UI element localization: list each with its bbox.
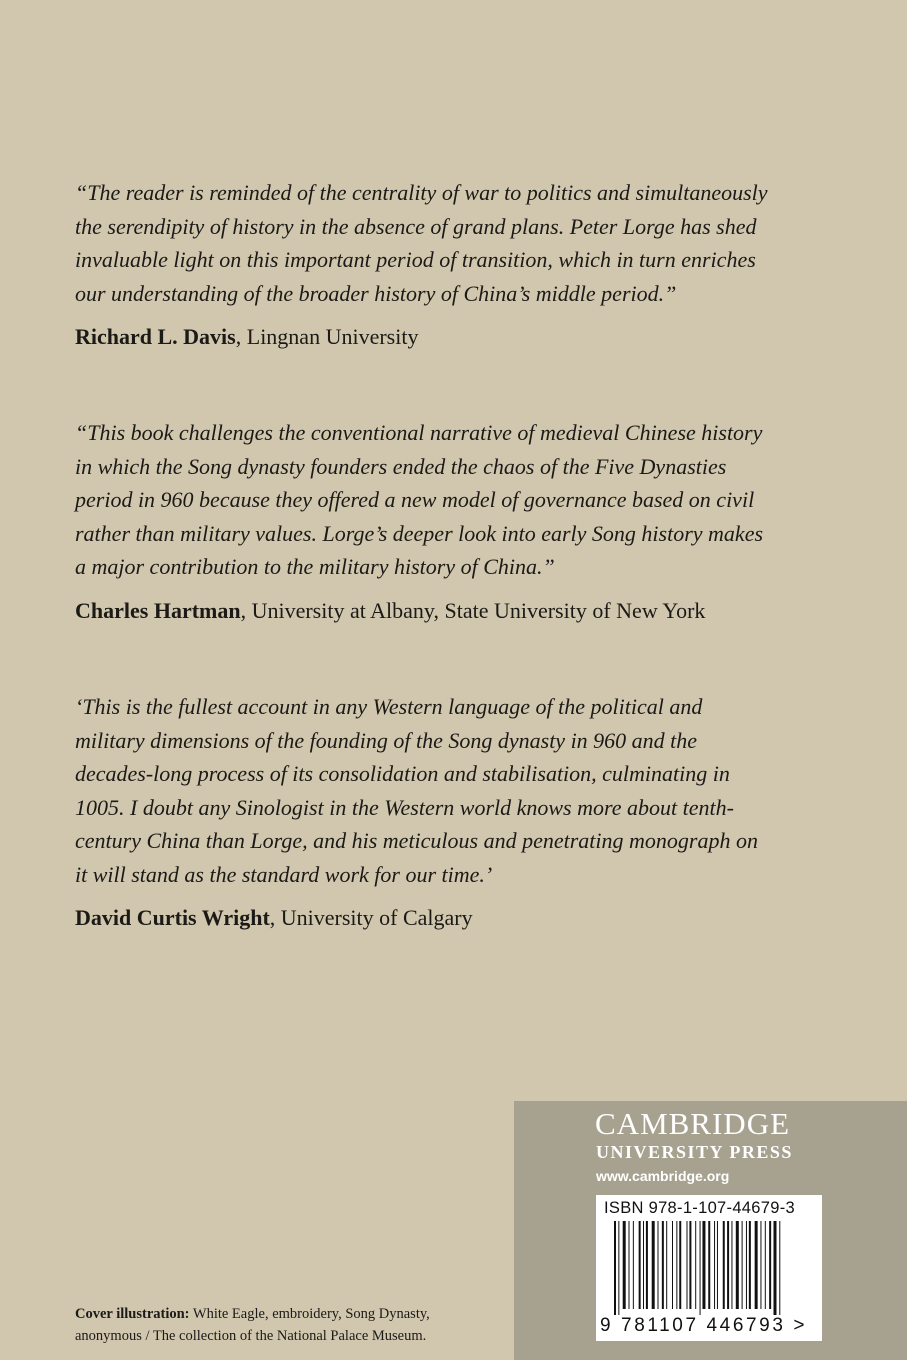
review-hartman	[75, 416, 775, 626]
review-affiliation: , Lingnan University	[235, 324, 419, 349]
barcode-bar	[643, 1221, 644, 1309]
barcode-bar	[717, 1221, 718, 1309]
review-davis	[75, 176, 775, 352]
barcode-bar	[702, 1221, 705, 1309]
barcode-bar	[658, 1221, 659, 1309]
isbn-label: ISBN 978-1-107-44679-3	[604, 1199, 795, 1217]
barcode-bar	[687, 1221, 688, 1309]
barcode-bar	[679, 1221, 681, 1309]
barcode-bar	[708, 1221, 710, 1309]
barcode-bar	[760, 1221, 761, 1309]
review-quote: ‘This is the fullest account in any Western language of the political and military dimensions of the founding of the Song dynasty in 960 and the decades-long process of its consolidation and stabilisation, culminating in 1005. I doubt any Sinologist in the Western world knows more about tenth-century China than Lorge, and his meticulous and penetrating monograph on it will stand as the standard work for our time.’	[75, 694, 758, 887]
publisher-url: www.cambridge.org	[596, 1168, 730, 1184]
barcode-bar	[779, 1221, 780, 1315]
barcode-bar	[652, 1221, 655, 1309]
review-author: Richard L. Davis	[75, 324, 236, 349]
barcode-bar	[662, 1221, 664, 1309]
barcode-bar	[723, 1221, 725, 1309]
review-affiliation: , University at Albany, State University of New York	[240, 597, 706, 623]
barcode-bar	[746, 1221, 747, 1309]
barcode-bar	[765, 1221, 766, 1309]
barcode-bar	[774, 1221, 777, 1315]
barcode-bar	[639, 1221, 641, 1309]
barcode-bar	[749, 1221, 751, 1309]
barcode-bar	[629, 1221, 630, 1309]
review-attribution	[75, 903, 775, 933]
barcode-bar	[633, 1221, 634, 1309]
barcode-bar	[672, 1221, 673, 1309]
review-quote: “This book challenges the conventional narrative of medieval Chinese history in which the Song dynasty founders ended the chaos of the Five Dynasties period in 960 because they offered a new model of governance based on civil rather than military values. Lorge’s deeper look into early Song history makes a major contribution to the military history of China.”	[75, 420, 764, 579]
barcode-bar	[769, 1221, 771, 1309]
publisher-subtitle: UNIVERSITY PRESS	[596, 1142, 793, 1162]
barcode-bar	[646, 1221, 648, 1309]
barcode-bar	[695, 1221, 696, 1309]
barcode-bar	[666, 1221, 667, 1309]
barcode-bar	[727, 1221, 729, 1309]
barcode-bar	[700, 1221, 701, 1315]
credit-text: White Eagle, embroidery, Song Dynasty, anonymous / The collection of the National Palace Museum.	[75, 1306, 430, 1344]
barcode-bar	[618, 1221, 619, 1315]
barcode-bar	[731, 1221, 732, 1309]
barcode-bar	[614, 1221, 616, 1315]
barcode-bar	[689, 1221, 691, 1309]
barcode-bar	[714, 1221, 715, 1309]
barcode-bar	[623, 1221, 626, 1309]
review-author: David Curtis Wright	[75, 905, 270, 930]
barcode-bar	[736, 1221, 739, 1309]
review-attribution	[75, 322, 775, 352]
barcode-box	[596, 1195, 822, 1341]
credit-label: Cover illustration:	[75, 1306, 190, 1322]
cover-illustration-credit	[75, 1303, 495, 1347]
barcode-bar	[676, 1221, 677, 1309]
publisher-panel	[514, 1101, 907, 1360]
review-quote: “The reader is reminded of the centrality of war to politics and simultaneously the serendipity of history in the absence of grand plans. Peter Lorge has shed invaluable light on this important period of transition, which in turn enriches our understanding of the broader history of China’s middle period.”	[75, 180, 768, 306]
barcode-bar	[742, 1221, 743, 1309]
review-wright	[75, 690, 775, 933]
barcode-digits: 9 781107 446793 >	[600, 1315, 808, 1336]
review-attribution	[75, 596, 775, 626]
barcode-bar	[755, 1221, 758, 1309]
review-affiliation: , University of Calgary	[269, 905, 473, 930]
review-author: Charles Hartman	[75, 597, 241, 623]
publisher-name: CAMBRIDGE	[595, 1106, 791, 1141]
